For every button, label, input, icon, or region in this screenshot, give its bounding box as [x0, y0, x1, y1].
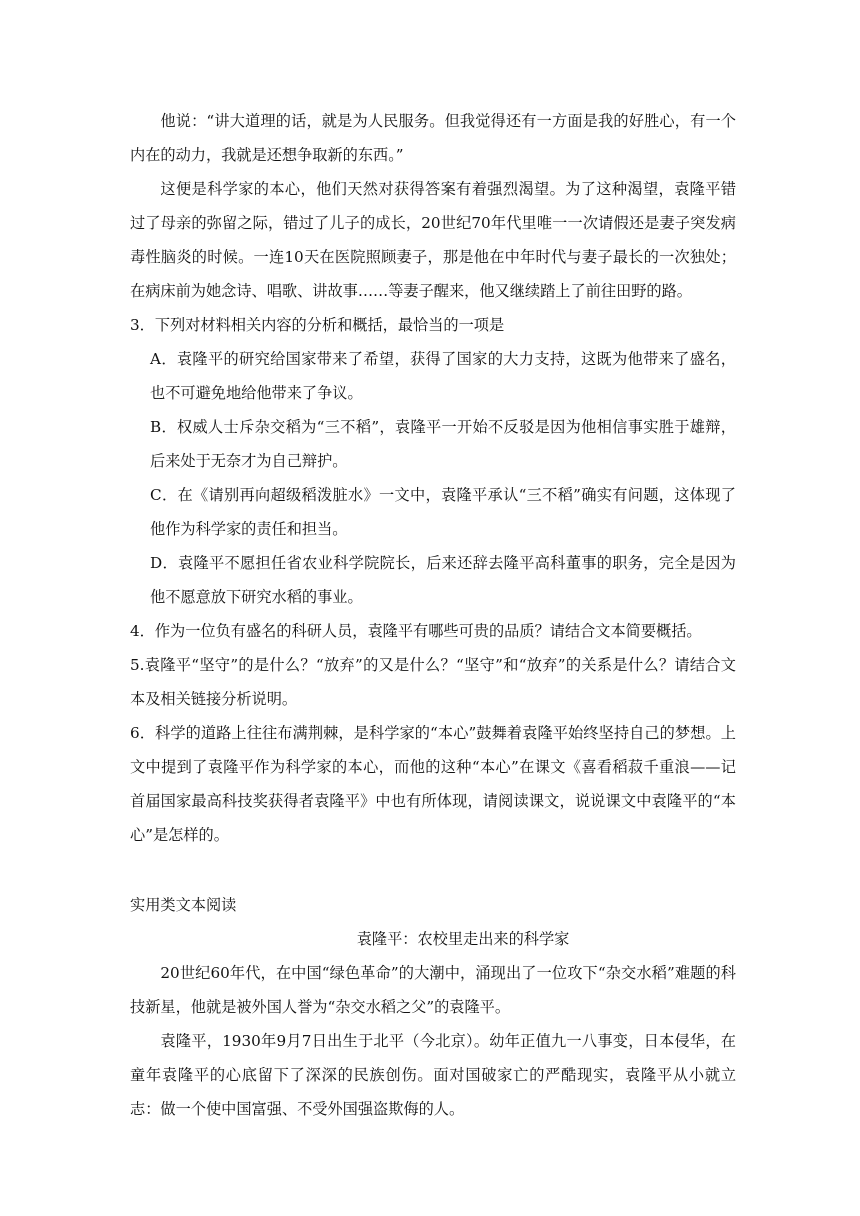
passage-paragraph-1: 他说：“讲大道理的话，就是为人民服务。但我觉得还有一方面是我的好胜心，有一个内在的动力，我就是还想争取新的东西。” — [130, 112, 736, 164]
question-3-option-b: B．权威人士斥杂交稻为“三不稻”，袁隆平一开始不反驳是因为他相信事实胜于雄辩，后来处于无奈才为自己辩护。 — [150, 418, 736, 470]
question-3-stem: 3．下列对材料相关内容的分析和概括，最恰当的一项是 — [130, 316, 505, 334]
article-paragraph-1: 20世纪60年代，在中国“绿色革命”的大潮中，涌现出了一位攻下“杂交水稻”难题的科技新星，他就是被外国人誉为“杂交水稻之父”的袁隆平。 — [130, 964, 736, 1016]
document-content — [130, 104, 736, 1126]
question-4: 4．作为一位负有盛名的科研人员，袁隆平有哪些可贵的品质？请结合文本简要概括。 — [130, 622, 702, 640]
question-3-option-a: A．袁隆平的研究给国家带来了希望，获得了国家的大力支持，这既为他带来了盛名，也不可避免地给他带来了争议。 — [150, 350, 736, 402]
passage-paragraph-2: 这便是科学家的本心，他们天然对获得答案有着强烈渴望。为了这种渴望，袁隆平错过了母亲的弥留之际，错过了儿子的成长，20世纪70年代里唯一一次请假还是妻子突发病毒性脑炎的时候。一连10天在医院照顾妻子，那是他在中年时代与妻子最长的一次独处；在病床前为她念诗、唱歌、讲故事……等妻子醒来，他又继续踏上了前往田野的路。 — [130, 180, 736, 300]
question-3-option-c: C．在《请别再向超级稻泼脏水》一文中，袁隆平承认“三不稻”确实有问题，这体现了他作为科学家的责任和担当。 — [150, 486, 736, 538]
article-paragraph-2: 袁隆平，1930年9月7日出生于北平（今北京）。幼年正值九一八事变，日本侵华，在童年袁隆平的心底留下了深深的民族创伤。面对国破家亡的严酷现实，袁隆平从小就立志：做一个使中国富强、不受外国强盗欺侮的人。 — [130, 1032, 736, 1118]
section-label: 实用类文本阅读 — [130, 896, 237, 914]
question-3-option-d: D．袁隆平不愿担任省农业科学院院长，后来还辞去隆平高科董事的职务，完全是因为他不愿意放下研究水稻的事业。 — [150, 554, 736, 606]
question-6: 6．科学的道路上往往布满荆棘，是科学家的“本心”鼓舞着袁隆平始终坚持自己的梦想。上文中提到了袁隆平作为科学家的本心，而他的这种“本心”在课文《喜看稻菽千重浪——记首届国家最高科技奖获得者袁隆平》中也有所体现，请阅读课文，说说课文中袁隆平的“本心”是怎样的。 — [130, 724, 736, 844]
article-title: 袁隆平：农校里走出来的科学家 — [356, 930, 570, 948]
question-5: 5.袁隆平“坚守”的是什么？“放弃”的又是什么？“坚守”和“放弃”的关系是什么？请结合文本及相关链接分析说明。 — [130, 656, 736, 708]
